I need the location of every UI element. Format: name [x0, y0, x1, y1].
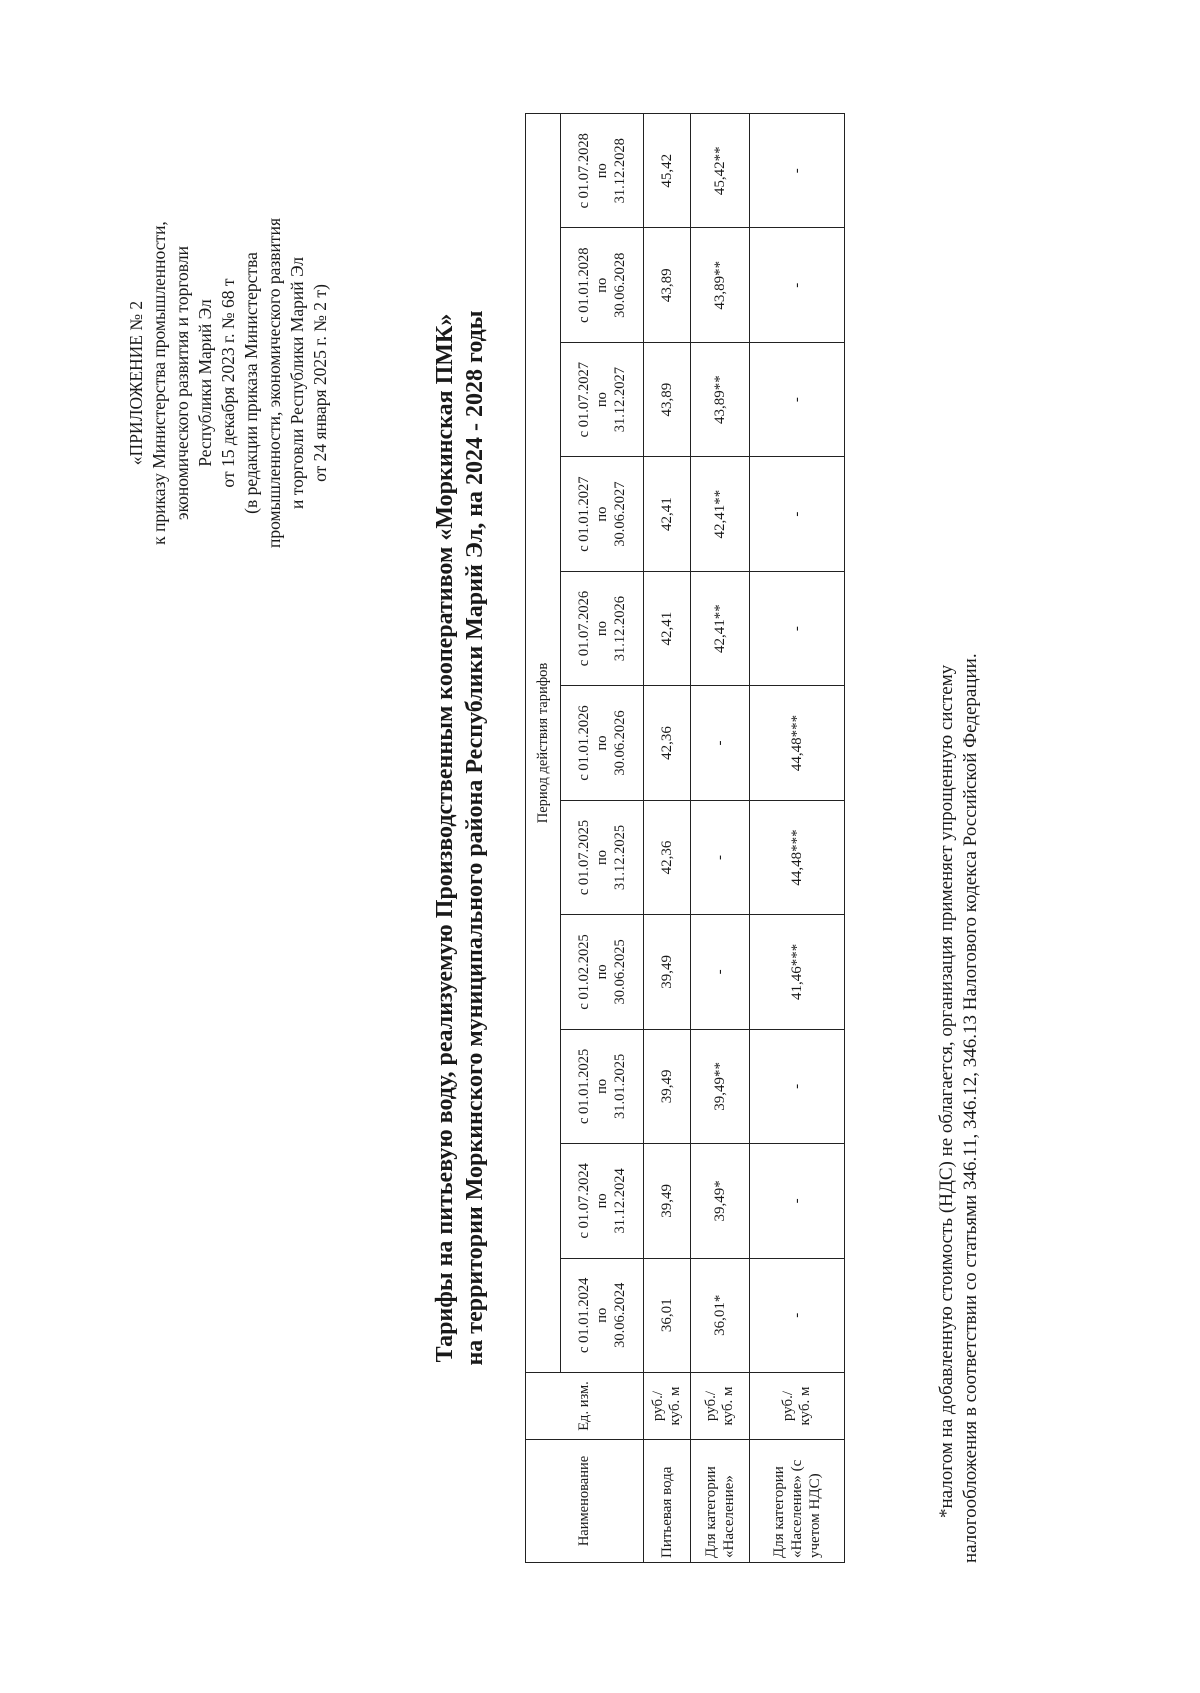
period-from: с 01.07.2025 [576, 819, 592, 896]
period-to: 30.06.2024 [612, 1282, 628, 1348]
header-line: от 15 декабря 2023 г. № 68 т [218, 278, 238, 488]
tariff-cell: 43,89 [644, 342, 691, 456]
tariff-cell: 39,49 [644, 1029, 691, 1143]
row-unit: руб./ куб. м [691, 1373, 750, 1440]
period-cell [561, 1029, 644, 1143]
tariff-cell: 39,49 [644, 915, 691, 1029]
table-header-row [526, 114, 561, 1563]
tariff-cell: 41,46*** [750, 915, 845, 1029]
period-from: с 01.01.2026 [576, 705, 592, 781]
table-row [750, 114, 845, 1563]
table-row [644, 114, 691, 1563]
period-to-word: по [594, 163, 610, 179]
table-row [691, 114, 750, 1563]
tariff-cell: - [691, 686, 750, 800]
row-name: Для категории «Население» (с учетом НДС) [750, 1440, 845, 1563]
tariff-cell: 43,89 [644, 228, 691, 342]
period-to-word: по [594, 849, 610, 865]
period-header: Период действия тарифов [526, 114, 561, 1373]
tariff-cell: 42,36 [644, 686, 691, 800]
tariff-cell: - [750, 342, 845, 456]
tariff-cell: 43,89** [691, 228, 750, 342]
tariff-cell: 44,48*** [750, 686, 845, 800]
period-cell [561, 1258, 644, 1372]
period-to-word: по [594, 277, 610, 293]
appendix-header [125, 103, 332, 663]
period-cell [561, 228, 644, 342]
row-unit: руб./ куб. м [750, 1373, 845, 1440]
header-line: и торговли Республики Марий Эл [287, 256, 307, 510]
period-to-word: по [594, 1307, 610, 1323]
tariff-cell: - [750, 571, 845, 685]
tariff-cell: - [750, 1029, 845, 1143]
footnote-line-1: *налогом на добавленную стоимость (НДС) не облагается, организация применяет упрощенную систему [936, 664, 957, 1518]
tariff-cell: 43,89** [691, 342, 750, 456]
tariff-cell: 36,01* [691, 1258, 750, 1372]
tariff-cell: - [750, 457, 845, 571]
tariff-cell: - [750, 228, 845, 342]
title-line-1: Тарифы на питьевую воду, реализуемую Производственным кооперативом «Моркинская ПМК» [432, 313, 458, 1363]
header-line: «ПРИЛОЖЕНИЕ № 2 [126, 300, 146, 466]
tariff-cell: 36,01 [644, 1258, 691, 1372]
tariff-cell: 39,49 [644, 1144, 691, 1258]
header-line: к приказу Министерства промышленности, [149, 221, 169, 545]
period-to-word: по [594, 735, 610, 751]
period-to-word: по [594, 392, 610, 408]
tariff-cell: 45,42** [691, 114, 750, 228]
period-cell [561, 800, 644, 914]
tariff-cell: 42,41** [691, 571, 750, 685]
period-cell [561, 571, 644, 685]
period-from: с 01.07.2027 [576, 362, 592, 438]
tariff-cell: 42,41 [644, 457, 691, 571]
period-to-word: по [594, 1193, 610, 1209]
table-period-row [561, 114, 644, 1563]
period-to-word: по [594, 506, 610, 522]
period-to-word: по [594, 1078, 610, 1094]
tariff-cell: 45,42 [644, 114, 691, 228]
column-header-unit: Ед. изм. [526, 1373, 644, 1440]
title-line-2: на территории Моркинского муниципального района Республики Марий Эл, на 2024 - 2028 годы [462, 310, 488, 1366]
row-name: Для категории «Население» [691, 1440, 750, 1563]
header-line: от 24 января 2025 г. № 2 т) [310, 284, 330, 482]
column-header-name: Наименование [526, 1440, 644, 1563]
period-to: 31.12.2028 [612, 138, 628, 204]
period-from: с 01.01.2025 [576, 1048, 592, 1125]
tariff-cell: - [750, 114, 845, 228]
header-line: Республики Марий Эл [195, 299, 215, 467]
period-from: с 01.07.2028 [576, 133, 592, 209]
period-to-word: по [594, 964, 610, 980]
document-title [430, 113, 490, 1563]
period-from: с 01.02.2025 [576, 934, 592, 1010]
period-from: с 01.01.2028 [576, 247, 592, 323]
footnote-line-2: налогообложения в соответствии со статьями 346.11, 346.12, 346.13 Налогового кодекса Российской Федерации. [960, 653, 981, 1563]
period-cell [561, 114, 644, 228]
tariff-cell: 44,48*** [750, 800, 845, 914]
header-line: (в редакции приказа Министерства [241, 252, 261, 514]
period-cell [561, 686, 644, 800]
period-to: 31.12.2025 [612, 824, 628, 891]
header-line: экономического развития и торговли [172, 246, 192, 520]
period-to-word: по [594, 621, 610, 637]
period-to: 30.06.2026 [612, 710, 628, 776]
period-to: 30.06.2025 [612, 939, 628, 1005]
period-to: 31.12.2026 [612, 595, 628, 662]
tariff-table [525, 113, 845, 1563]
tariff-cell: - [750, 1144, 845, 1258]
period-to: 31.12.2024 [612, 1168, 628, 1234]
tariff-cell: 39,49** [691, 1029, 750, 1143]
row-unit: руб./ куб. м [644, 1373, 691, 1440]
period-to: 30.06.2028 [612, 252, 628, 318]
period-cell [561, 342, 644, 456]
period-from: с 01.01.2024 [576, 1277, 592, 1353]
period-cell [561, 1144, 644, 1258]
header-line: промышленности, экономического развития [264, 218, 284, 549]
tariff-cell: - [691, 915, 750, 1029]
period-from: с 01.07.2024 [576, 1163, 592, 1239]
period-from: с 01.01.2027 [576, 476, 592, 552]
period-cell [561, 915, 644, 1029]
tariff-cell: - [691, 800, 750, 914]
tariff-cell: 42,41 [644, 571, 691, 685]
period-from: с 01.07.2026 [576, 590, 592, 667]
tariff-cell: 42,36 [644, 800, 691, 914]
period-to: 30.06.2027 [612, 481, 628, 547]
tariff-cell: 42,41** [691, 457, 750, 571]
period-cell [561, 457, 644, 571]
period-to: 31.01.2025 [612, 1053, 628, 1119]
row-name: Питьевая вода [644, 1440, 691, 1563]
period-to: 31.12.2027 [612, 367, 628, 433]
tariff-cell: - [750, 1258, 845, 1372]
tariff-cell: 39,49* [691, 1144, 750, 1258]
